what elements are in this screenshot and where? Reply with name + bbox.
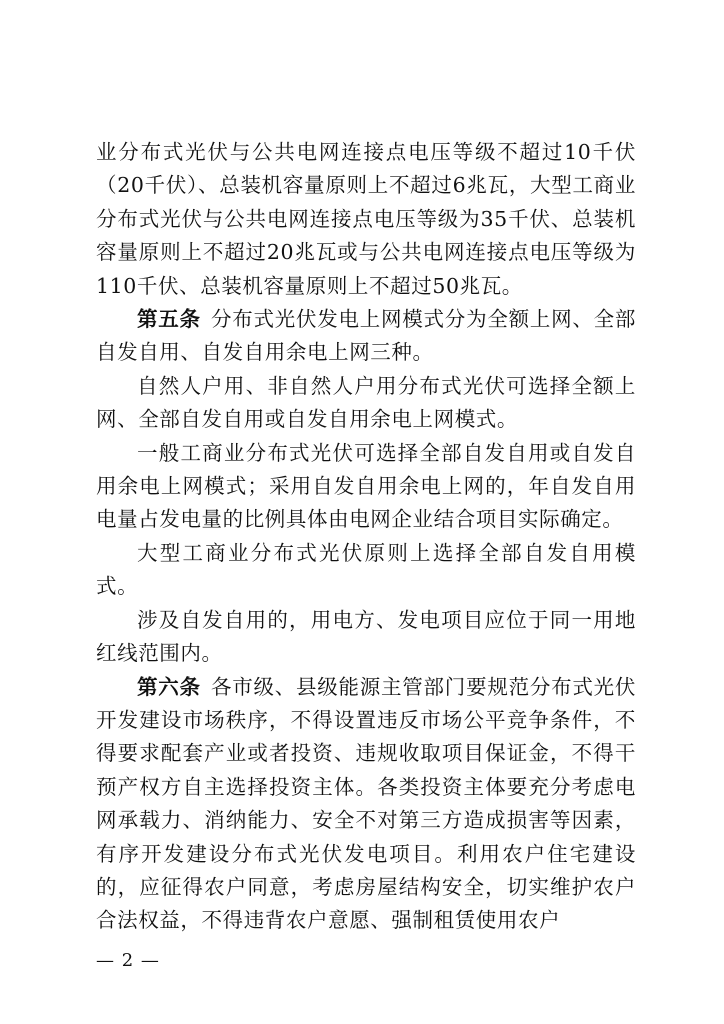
paragraph-text: 大型工商业分布式光伏原则上选择全部自发自用模式。 — [96, 540, 636, 599]
paragraph-text: 业分布式光伏与公共电网连接点电压等级不超过10千伏（20千伏）、总装机容量原则上不超过6兆瓦，大型工商业分布式光伏与公共电网连接点电压等级为35千伏、总装机容量原则上不超过20兆瓦或与公共电网连接点电压等级为110千伏、总装机容量原则上不超过50兆瓦。 — [96, 140, 636, 298]
paragraph — [96, 437, 636, 537]
paragraph-text: 各市级、县级能源主管部门要规范分布式光伏开发建设市场秩序，不得设置违反市场公平竞争条件，不得要求配套产业或者投资、违规收取项目保证金，不得干预产权方自主选择投资主体。各类投资主体要充分考虑电网承载力、消纳能力、安全不对第三方造成损害等因素，有序开发建设分布式光伏发电项目。利用农户住宅建设的，应征得农户同意，考虑房屋结构安全，切实维护农户合法权益，不得违背农户意愿、强制租赁使用农户 — [96, 674, 636, 933]
article-5 — [96, 303, 636, 370]
paragraph — [96, 604, 636, 671]
paragraph — [96, 537, 636, 604]
article-heading: 第六条 — [137, 674, 201, 699]
paragraph-text: 一般工商业分布式光伏可选择全部自发自用或自发自用余电上网模式；采用自发自用余电上网的，年自发自用电量占发电量的比例具体由电网企业结合项目实际确定。 — [96, 440, 636, 532]
paragraph-text: 分布式光伏发电上网模式分为全额上网、全部自发自用、自发自用余电上网三种。 — [96, 307, 636, 365]
paragraph-text: 自然人户用、非自然人户用分布式光伏可选择全额上网、全部自发自用或自发自用余电上网模式。 — [96, 373, 636, 432]
document-body — [96, 136, 636, 938]
page-number: — 2 — — [96, 950, 160, 971]
article-heading: 第五条 — [137, 307, 201, 332]
paragraph — [96, 370, 636, 437]
paragraph-text: 涉及自发自用的，用电方、发电项目应位于同一用地红线范围内。 — [96, 607, 636, 666]
article-6 — [96, 671, 636, 938]
paragraph-continuation — [96, 136, 636, 303]
